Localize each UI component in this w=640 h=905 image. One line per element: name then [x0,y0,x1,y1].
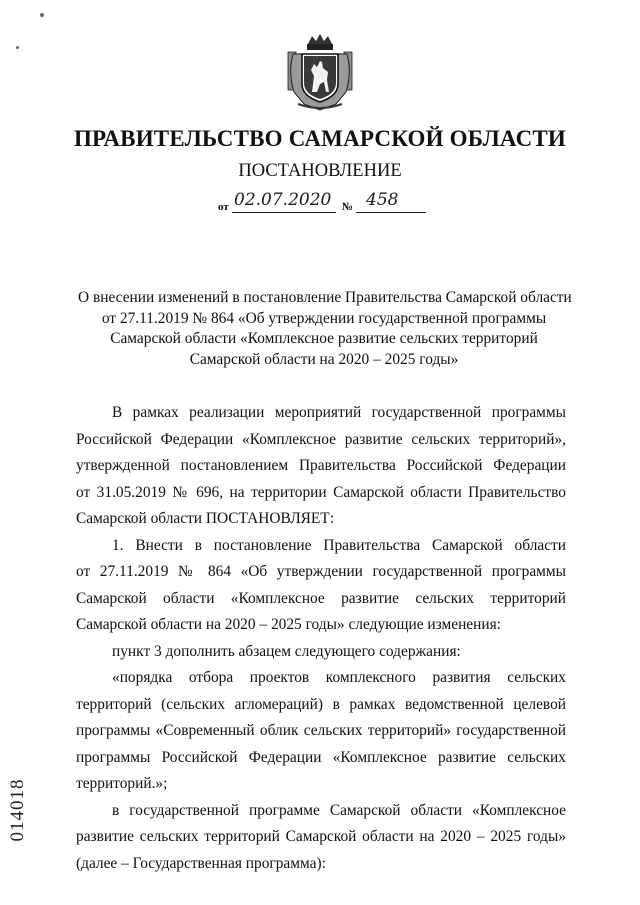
text-line: Самарской области на 2020 – 2025 годы» следующие изменения: [76,616,501,633]
text-line: Самарской области ПОСТАНОВЛЯЕТ: [76,510,334,527]
decree-date: 02.07.2020 [234,190,332,210]
text-line: территорий.»; [76,775,168,792]
text-line: Самарской области «Комплексное развитие сельских территорий [76,589,566,607]
text-line: развитие сельских территорий Самарской области на 2020 – 2025 годы» [76,828,566,845]
text-line: утвержденной постановлением Правительства Российской Федерации [76,457,566,474]
text-line: (далее – Государственная программа): [76,854,326,872]
text-line: от 31.05.2019 № 696, на территории Самарской области Правительство [76,483,566,501]
scan-speck [40,13,44,17]
text-line: программы Российской Федерации «Комплексное развитие сельских [76,748,566,766]
decree-label: ПОСТАНОВЛЕНИЕ [238,161,402,181]
text-line: от 27.11.2019 № 864 «Об утверждении государственной программы [76,563,566,580]
paragraph-clause-1 [76,533,566,639]
decree-date-number [218,192,438,216]
subject-line: от 27.11.2019 № 864 «Об утверждении государственной программы [101,309,547,327]
subject-line: Самарской области «Комплексное развитие сельских территорий [110,330,538,347]
scan-speck [16,46,19,49]
text-line: «порядка отбора проектов комплексного развития сельских [112,669,566,686]
paragraph-item-3 [76,639,566,666]
subject-line: Самарской области на 2020 – 2025 годы» [189,350,459,368]
text-line: В рамках реализации мероприятий государственной программы [112,404,566,421]
government-title: ПРАВИТЕЛЬСТВО САМАРСКОЙ ОБЛАСТИ [73,126,567,151]
paragraph-program [76,798,566,878]
text-line: территорий (сельских агломераций) в рамках ведомственной целевой [76,695,566,713]
number-prefix: № [342,201,354,213]
text-line: Российской Федерации «Комплексное развитие сельских территорий», [76,430,566,448]
text-line: 1. Внести в постановление Правительства Самарской области [112,536,566,554]
paragraph-quote [76,665,566,798]
text-line: в государственной программе Самарской области «Комплексное [112,801,566,819]
paragraph-preamble [76,400,566,533]
date-prefix: от [218,201,229,213]
text-line: пункт 3 дополнить абзацем следующего содержания: [112,642,461,660]
date-underline [232,212,336,213]
subject-line: О внесении изменений в постановление Правительства Самарской области [78,289,572,306]
serial-number: 014018 [7,778,28,842]
number-underline [356,212,426,213]
decree-number: 458 [366,190,399,210]
coat-of-arms-emblem [284,32,356,112]
decree-subject [78,288,570,370]
decree-body [76,400,566,877]
text-line: программы «Современный облик сельских территорий» государственной [76,722,566,739]
